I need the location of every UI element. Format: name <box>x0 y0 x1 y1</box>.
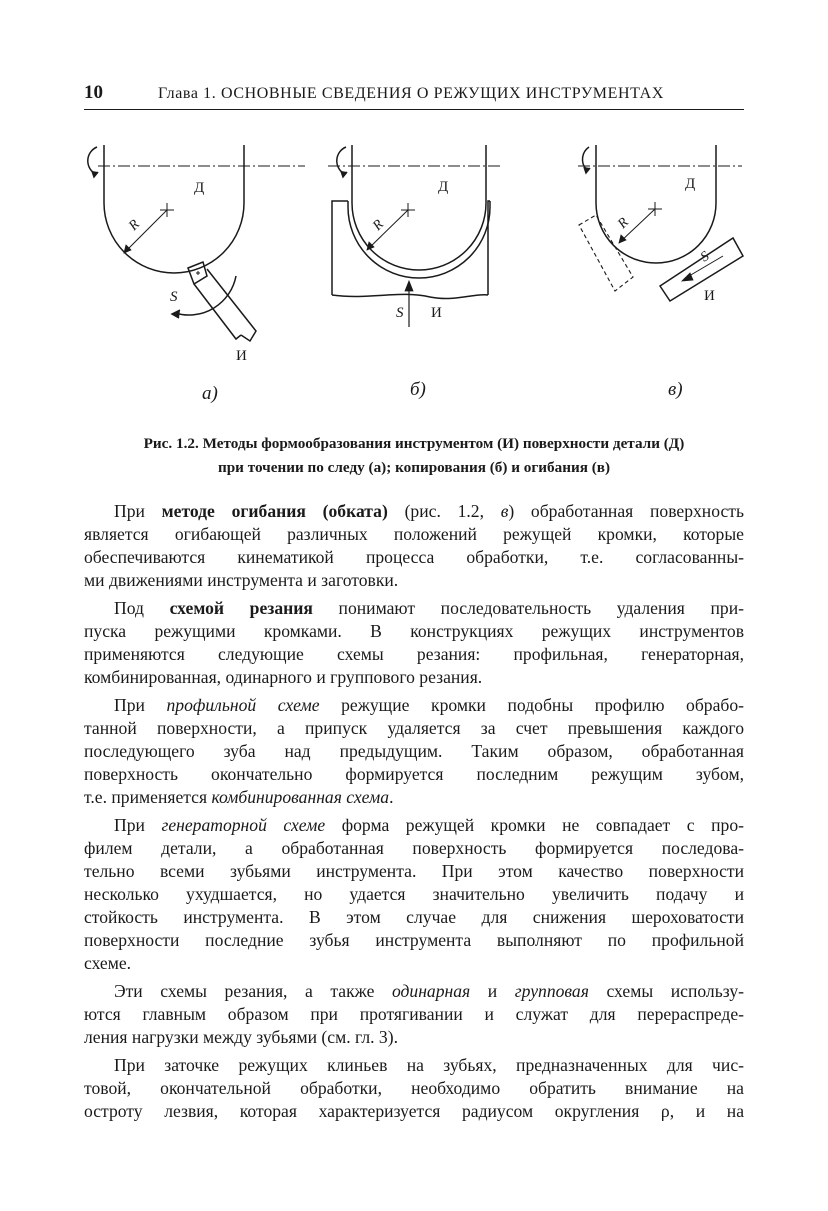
panel-a-labels <box>126 180 247 404</box>
panel-c-tool-label: И <box>704 288 715 304</box>
panel-b-drawing <box>328 145 502 327</box>
term-envelope-method: методе огибания (обката) <box>161 501 388 521</box>
text-line: т.е. применяется комбинированная схема. <box>84 787 394 807</box>
text-line: поверхности последние зубья инструмента выполняют по профильной <box>84 930 744 950</box>
term-combined-scheme: комбинированная схема <box>211 787 390 807</box>
panel-c-caption: в) <box>668 379 683 400</box>
panel-a-caption: а) <box>202 383 218 404</box>
running-head: Глава 1. ОСНОВНЫЕ СВЕДЕНИЯ О РЕЖУЩИХ ИНСТРУМЕНТАХ <box>158 85 664 102</box>
panel-c-feed-label: S <box>698 248 713 266</box>
caption-line-1: Рис. 1.2. Методы формообразования инструментом (И) поверхности детали (Д) <box>143 435 685 452</box>
term-profile-scheme: профильной схеме <box>166 695 320 715</box>
paragraph-profile-scheme <box>84 694 744 809</box>
panel-c-drawing <box>578 145 743 301</box>
panel-c-part-label: Д <box>685 176 696 192</box>
panel-a-part-label: Д <box>194 180 205 196</box>
panel-c-radius-label: R <box>615 215 632 232</box>
text-line: обеспечиваются кинематикой процесса обработки, т.е. согласованны- <box>84 547 744 567</box>
panel-b-tool-label: И <box>431 305 442 321</box>
figure-caption <box>84 432 744 480</box>
caption-line-2: при точении по следу (а); копирования (б) и огибания (в) <box>217 459 611 476</box>
panel-a-radius-label: R <box>126 217 143 234</box>
body-text <box>84 500 744 1128</box>
text-line: остроту лезвия, которая характеризуется радиусом округления ρ, и на <box>84 1101 744 1121</box>
text-line: тельно всеми зубьями инструмента. При этом качество поверхности <box>84 861 744 881</box>
text-line: товой, окончательной обработки, необходимо обратить внимание на <box>84 1078 744 1098</box>
text-line: Под схемой резания понимают последовательность удаления при- <box>114 598 744 618</box>
term-single-scheme: одинарная <box>391 981 471 1001</box>
text-line: филем детали, а обработанная поверхность формируется последова- <box>84 838 744 858</box>
panel-c-labels <box>615 176 715 400</box>
text-line: При методе огибания (обката) (рис. 1.2, в) обработанная поверхность <box>114 501 744 521</box>
panel-a-feed-label: S <box>170 289 178 305</box>
term-cutting-scheme: схемой резания <box>169 598 313 618</box>
panel-b-part-label: Д <box>438 179 449 195</box>
text-line: ления нагрузки между зубьями (см. гл. 3). <box>84 1027 398 1047</box>
text-line: стойкость инструмента. В этом случае для снижения шероховатости <box>84 907 744 927</box>
paragraph-envelope-method <box>84 500 744 592</box>
text-line: несколько ухудшается, но удается значительно увеличить подачу и <box>84 884 744 904</box>
panel-b-radius-label: R <box>370 217 387 234</box>
text-line: ми движениями инструмента и заготовки. <box>84 570 399 590</box>
text-line: танной поверхности, а припуск удаляется за счет превышения каждого <box>84 718 744 738</box>
paragraph-generator-scheme <box>84 814 744 975</box>
term-generator-scheme: генераторной схеме <box>161 815 326 835</box>
page-header <box>84 78 744 108</box>
text-line: пуска режущими кромками. В конструкциях режущих инструментов <box>84 621 744 641</box>
paragraph-sharpening <box>84 1054 744 1123</box>
text-line: последующего зуба над предыдущим. Таким образом, обработанная <box>84 741 744 761</box>
text-line: Эти схемы резания, а также одинарная и групповая схемы использу- <box>114 981 744 1001</box>
panel-b-caption: б) <box>410 379 426 400</box>
paragraph-single-group-schemes <box>84 980 744 1049</box>
text-line: ются главным образом при протягивании и служат для перераспреде- <box>84 1004 744 1024</box>
paragraph-cutting-scheme <box>84 597 744 689</box>
text-line: применяются следующие схемы резания: профильная, генераторная, <box>84 644 744 664</box>
header-rule <box>84 109 744 110</box>
panel-a-drawing <box>88 145 305 341</box>
text-line: является огибающей различных положений режущей кромки, которые <box>84 524 744 544</box>
figure-1-2 <box>70 135 760 410</box>
text-line: поверхность окончательно формируется последним режущим зубом, <box>84 764 744 784</box>
panel-b-feed-label: S <box>396 305 404 321</box>
text-line: При профильной схеме режущие кромки подобны профилю обрабо- <box>114 695 744 715</box>
text-line: При генераторной схеме форма режущей кромки не совпадает с про- <box>114 815 744 835</box>
panel-a-tool-label: И <box>236 348 247 364</box>
page-number: 10 <box>84 82 103 103</box>
text-line: При заточке режущих клиньев на зубьях, предназначенных для чис- <box>114 1055 744 1075</box>
text-line: комбинированная, одинарного и группового резания. <box>84 667 483 687</box>
term-group-scheme: групповая <box>514 981 589 1001</box>
text-line: схеме. <box>84 953 132 973</box>
